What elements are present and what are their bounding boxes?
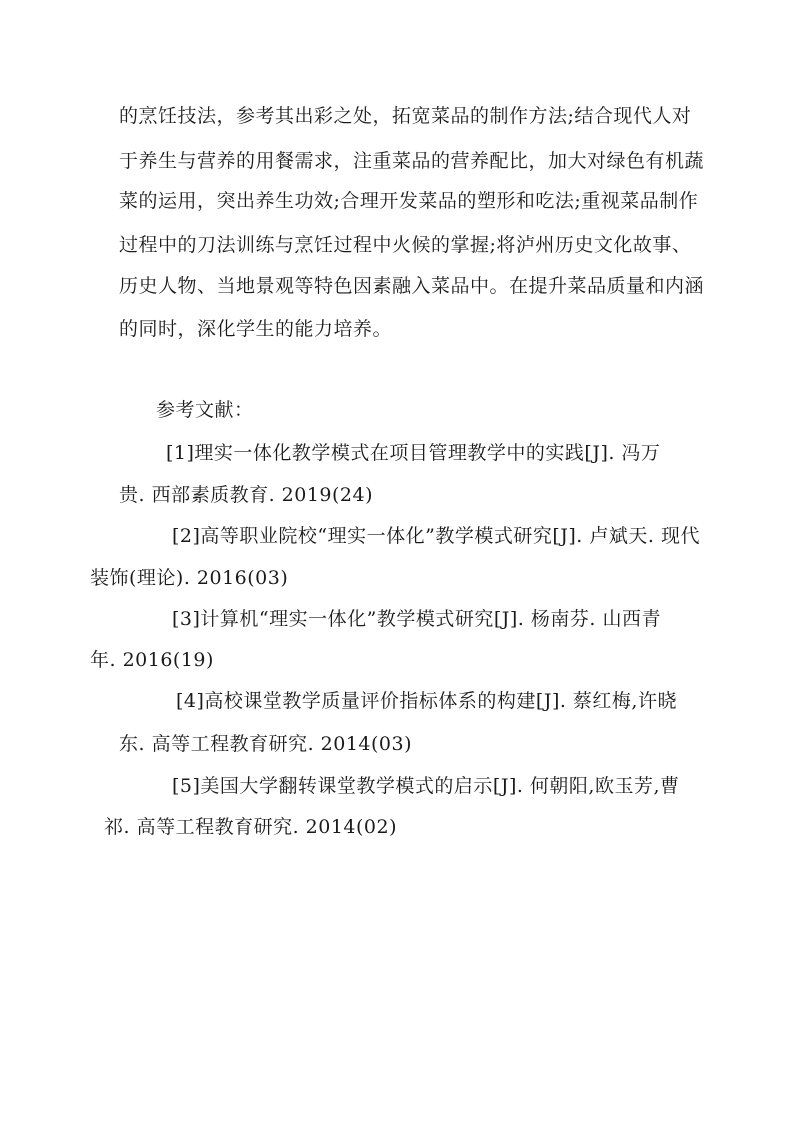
reference-item-4-line1: [4]高校课堂教学质量评价指标体系的构建[J]. 蔡红梅,许晓 [176,690,677,712]
references-heading: 参考文献： [156,399,254,421]
reference-item-5-line2: 祁. 高等工程教育研究. 2014(02) [104,816,398,838]
reference-item-5-line1: [5]美国大学翻转课堂教学模式的启示[J]. 何朝阳,欧玉芳,曹 [172,775,680,797]
paragraph-line: 历史人物、当地景观等特色因素融入菜品中。在提升菜品质量和内涵 [119,275,705,297]
reference-item-3-line2: 年. 2016(19) [90,649,214,671]
paragraph-line: 的同时，深化学生的能力培养。 [119,318,393,340]
paragraph-line: 过程中的刀法训练与烹饪过程中火候的掌握;将泸州历史文化故事、 [119,234,692,256]
reference-item-4-line2: 东. 高等工程教育研究. 2014(03) [119,733,413,755]
reference-item-1-line2: 贵. 西部素质教育. 2019(24) [119,484,374,506]
reference-item-2-line2: 装饰(理论). 2016(03) [90,567,289,589]
reference-item-3-line1: [3]计算机“理实一体化”教学模式研究[J]. 杨南芬. 山西青 [172,608,661,630]
reference-item-2-line1: [2]高等职业院校“理实一体化”教学模式研究[J]. 卢斌天. 现代 [172,525,700,547]
paragraph-line: 菜的运用，突出养生功效;合理开发菜品的塑形和吃法;重视菜品制作 [119,190,699,212]
reference-item-1-line1: [1]理实一体化教学模式在项目管理教学中的实践[J]. 冯万 [166,442,661,464]
paragraph-line: 的烹饪技法，参考其出彩之处，拓宽菜品的制作方法;结合现代人对 [119,105,692,127]
paragraph-line: 于养生与营养的用餐需求，注重菜品的营养配比，加大对绿色有机蔬 [119,150,705,172]
